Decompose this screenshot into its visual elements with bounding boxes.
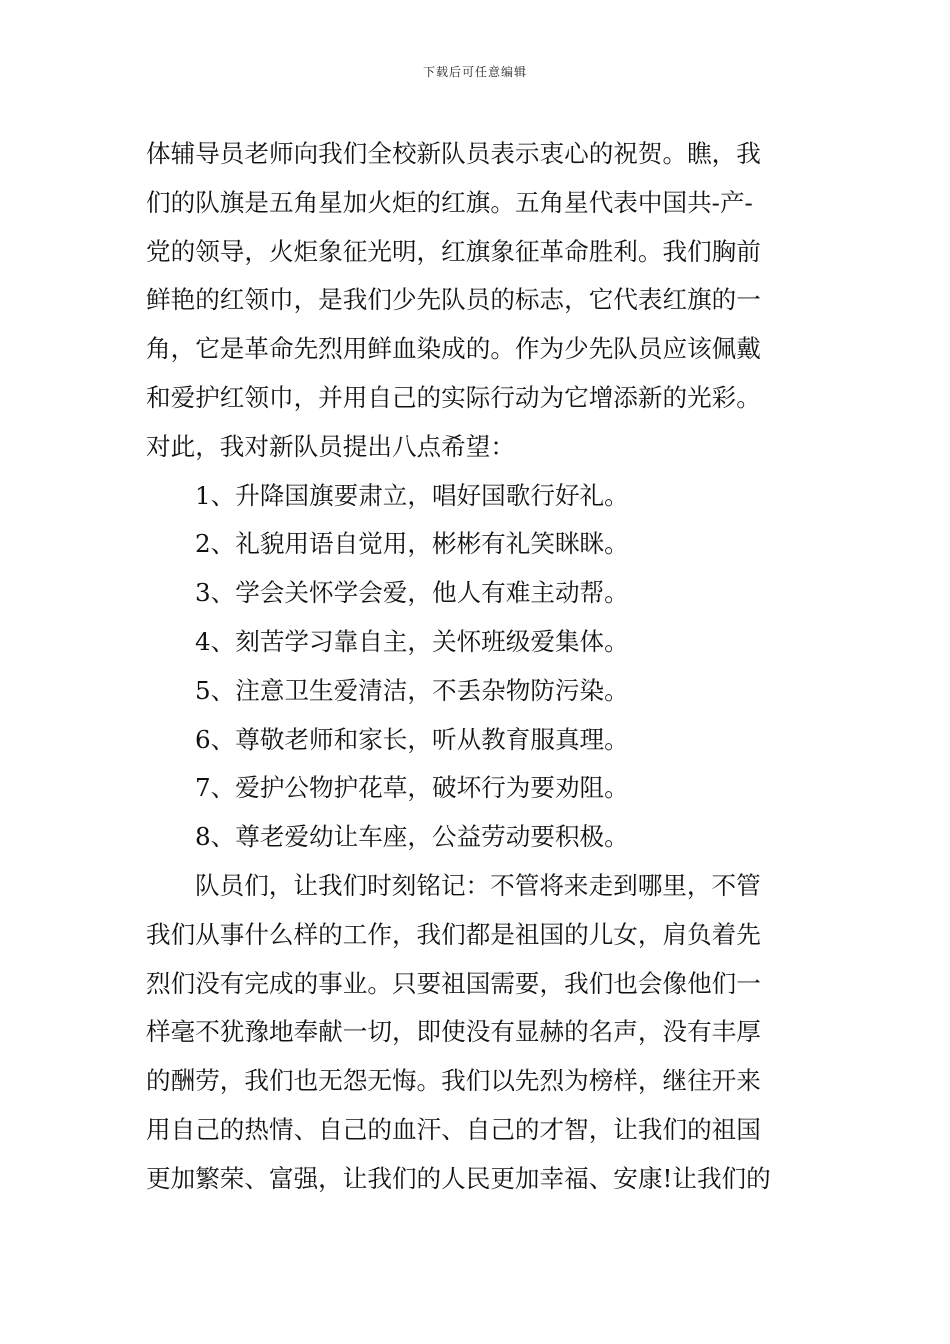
hope-item-3: 3、学会关怀学会爱，他人有难主动帮。 [195,578,629,608]
hope-item-5: 5、注意卫生爱清洁，不丢杂物防污染。 [195,675,629,705]
hope-item-6: 6、尊敬老师和家长，听从教育服真理。 [195,724,629,754]
closing-line: 我们从事什么样的工作，我们都是祖国的儿女，肩负着先 [146,919,761,949]
page-header: 下载后可任意编辑 [422,65,527,79]
closing-line: 烈们没有完成的事业。只要祖国需要，我们也会像他们一 [146,968,761,998]
paragraph-line: 对此，我对新队员提出八点希望： [146,431,515,461]
hope-item-4: 4、刻苦学习靠自主，关怀班级爱集体。 [195,626,629,656]
document-body [146,130,810,1204]
closing-line: 样毫不犹豫地奉献一切，即使没有显赫的名声，没有丰厚 [146,1017,761,1047]
hope-item-8: 8、尊老爱幼让车座，公益劳动要积极。 [195,822,629,852]
closing-line: 的酬劳，我们也无怨无悔。我们以先烈为榜样，继往开来 [146,1066,761,1096]
hope-item-2: 2、礼貌用语自觉用，彬彬有礼笑眯眯。 [195,529,629,559]
paragraph-line: 角，它是革命先烈用鲜血染成的。作为少先队员应该佩戴 [146,334,761,364]
closing-line: 更加繁荣、富强，让我们的人民更加幸福、安康!让我们的 [146,1163,771,1193]
paragraph-line: 和爱护红领巾，并用自己的实际行动为它增添新的光彩。 [146,382,761,412]
hope-item-7: 7、爱护公物护花草，破坏行为要劝阻。 [195,773,629,803]
closing-line: 用自己的热情、自己的血汗、自己的才智，让我们的祖国 [146,1114,761,1144]
closing-line: 队员们，让我们时刻铭记：不管将来走到哪里，不管 [195,870,761,900]
hope-item-1: 1、升降国旗要肃立，唱好国歌行好礼。 [195,480,629,510]
paragraph-line: 体辅导员老师向我们全校新队员表示衷心的祝贺。瞧，我 [146,139,761,168]
paragraph-line: 党的领导，火炬象征光明，红旗象征革命胜利。我们胸前 [146,236,761,266]
paragraph-line: 鲜艳的红领巾，是我们少先队员的标志，它代表红旗的一 [146,285,761,315]
paragraph-line: 们的队旗是五角星加火炬的红旗。五角星代表中国共-产- [146,187,753,217]
